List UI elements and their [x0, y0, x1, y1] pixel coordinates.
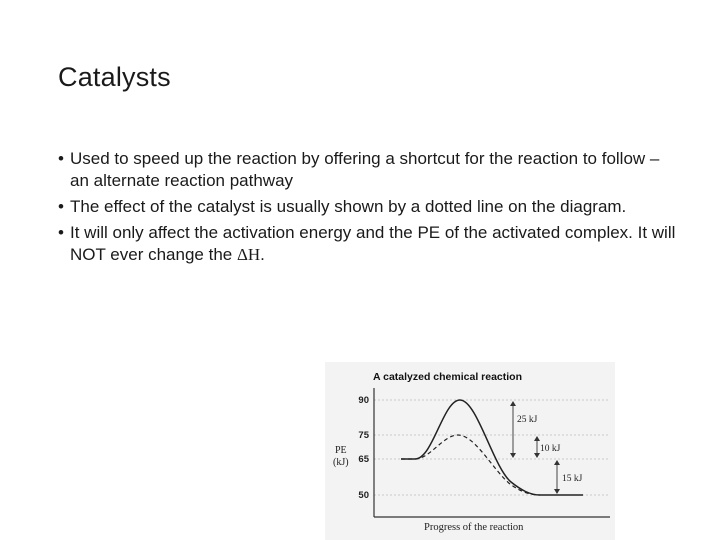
y-tick-label: 75: [358, 430, 369, 441]
bullet-item: [58, 222, 678, 266]
bullet-dot: •: [58, 149, 64, 168]
bullet-text: It will only affect the activation energy and the PE of the activated complex. It will NOT ever change the: [70, 223, 676, 264]
gap-label-25: 25 kJ: [517, 415, 538, 425]
bullet-text: The effect of the catalyst is usually shown by a dotted line on the diagram.: [70, 197, 627, 216]
bullet-text: Used to speed up the reaction by offering a shortcut for the reaction to follow – an alternate reaction pathway: [70, 149, 660, 190]
x-axis-label: Progress of the reaction: [424, 522, 524, 533]
delta-h-symbol: ΔH: [236, 245, 261, 264]
bullet-dot: •: [58, 223, 64, 242]
bullet-list: [58, 148, 678, 270]
y-tick-label: 65: [358, 454, 369, 465]
bullet-item: [58, 148, 678, 192]
diagram-background: [325, 362, 615, 540]
gap-label-15: 15 kJ: [562, 474, 583, 484]
y-axis-label: PE: [335, 445, 347, 456]
diagram-title: A catalyzed chemical reaction: [373, 371, 523, 383]
slide-title: Catalysts: [58, 62, 171, 92]
gap-label-10: 10 kJ: [540, 444, 561, 454]
y-axis-label-unit: (kJ): [333, 457, 349, 468]
bullet-dot: •: [58, 197, 64, 216]
bullet-item: [58, 196, 678, 218]
y-tick-label: 90: [358, 395, 369, 406]
energy-diagram-svg: [325, 362, 615, 540]
bullet-text-end: .: [260, 245, 265, 264]
energy-diagram: [325, 362, 615, 540]
y-tick-label: 50: [358, 490, 369, 501]
